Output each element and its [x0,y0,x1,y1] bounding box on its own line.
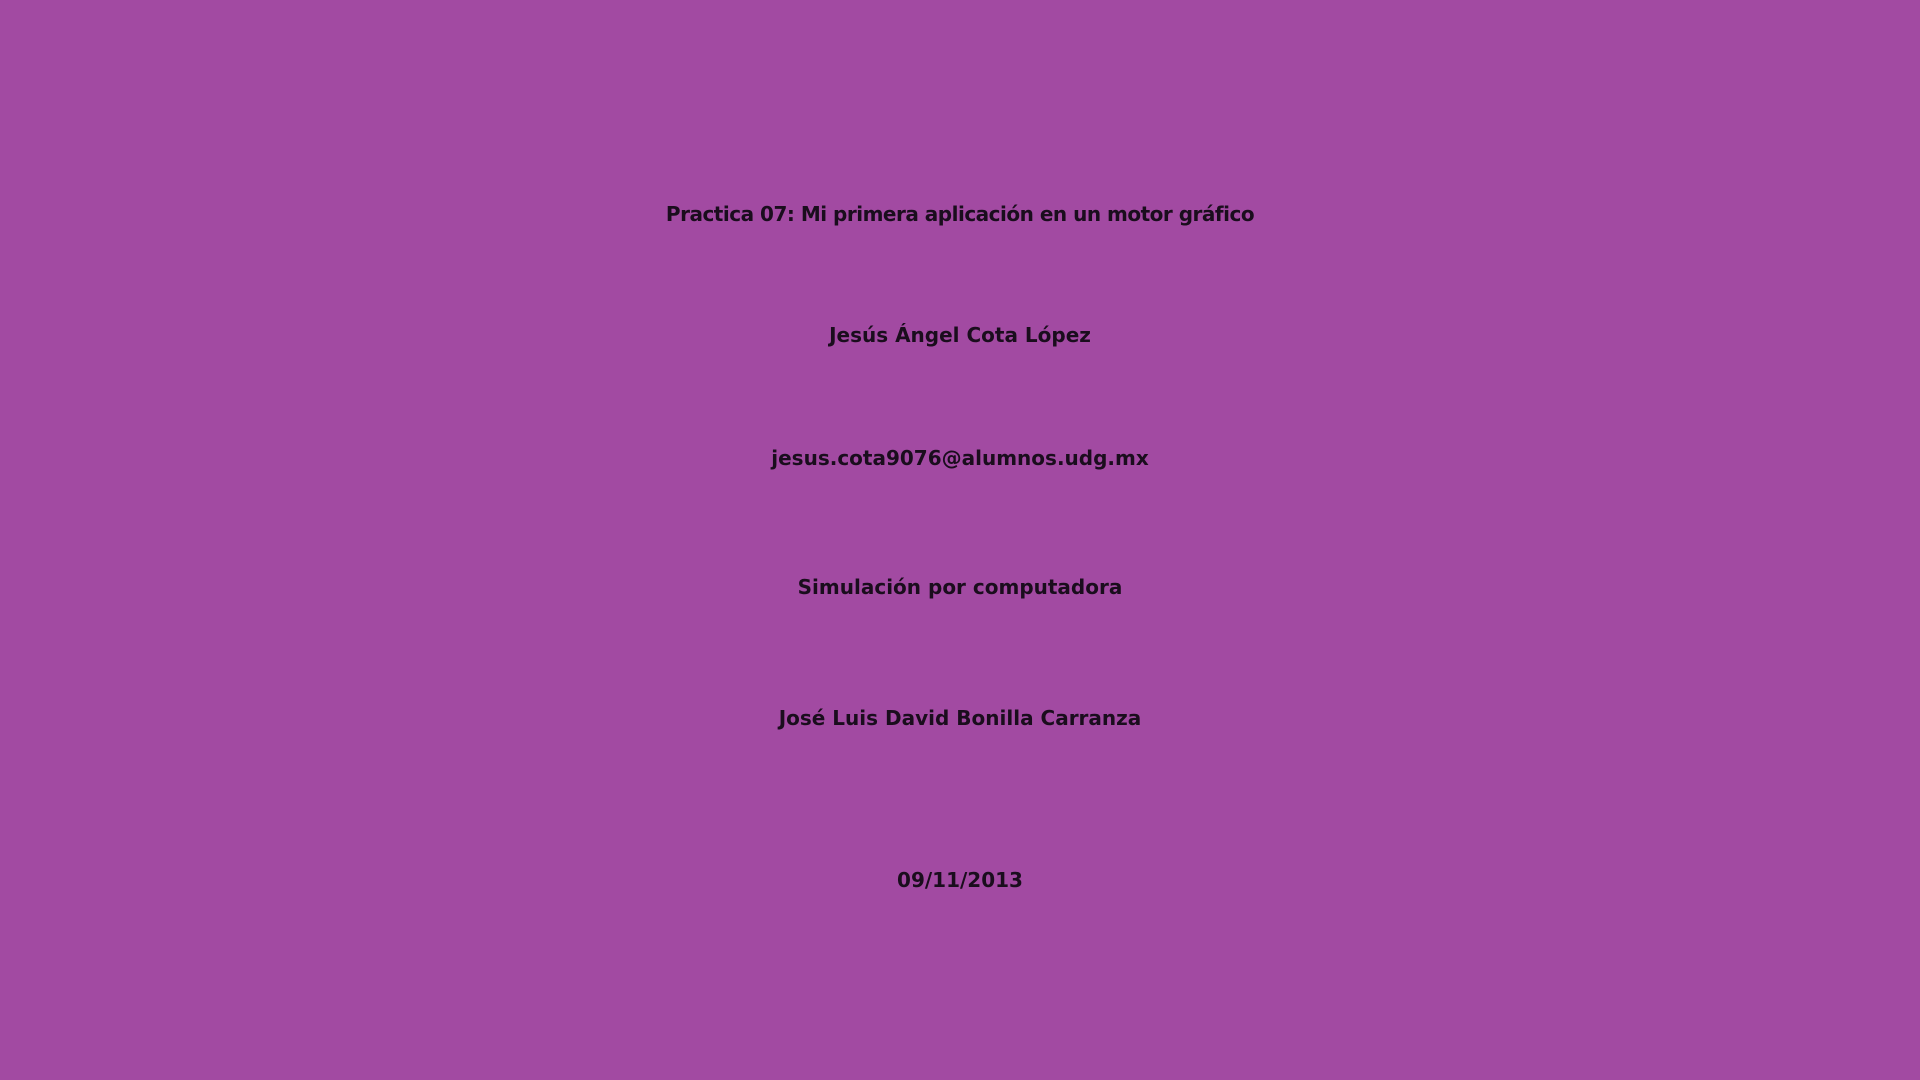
course-name: Simulación por computadora [797,575,1123,599]
author-name: Jesús Ángel Cota López [829,323,1091,347]
slide-title: Practica 07: Mi primera aplicación en un motor gráfico [665,202,1255,226]
author-email: jesus.cota9076@alumnos.udg.mx [771,446,1149,470]
teacher-name: José Luis David Bonilla Carranza [778,706,1142,730]
slide-date: 09/11/2013 [897,868,1023,892]
